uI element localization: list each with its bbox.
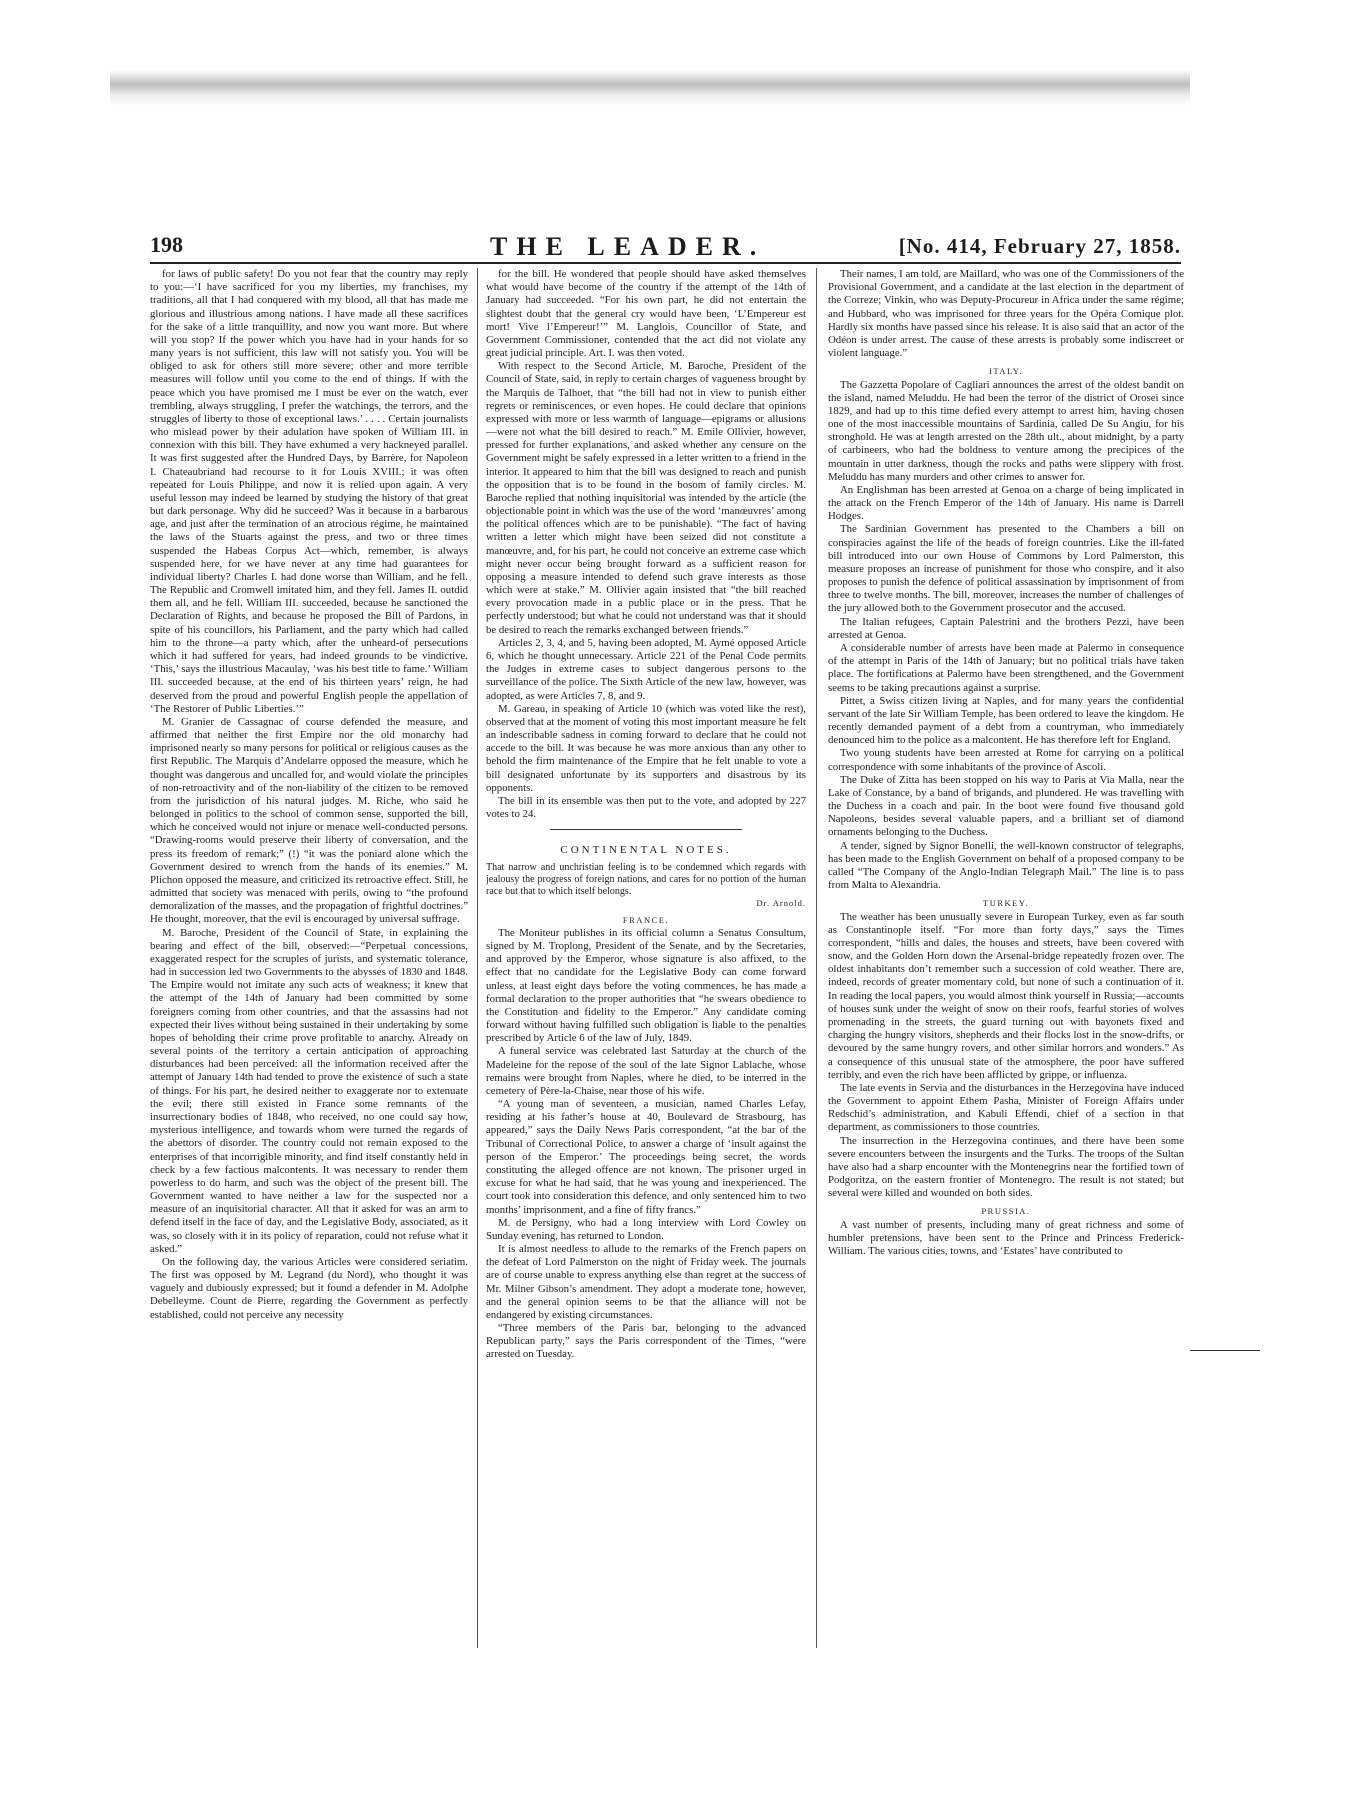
paragraph: A considerable number of arrests have been made at Palermo in consequence of the attempt in Paris of the 14th of January; but no political trials have taken place. The fortifications at Palermo have been strengthened, and the Government seems to be taking precautions against a surprise. — [828, 642, 1184, 694]
page-number: 198 — [150, 232, 183, 257]
masthead-title: THE LEADER. — [490, 232, 766, 261]
column-2 — [486, 268, 806, 1648]
paragraph: The Italian refugees, Captain Palestrini and the brothers Pezzi, have been arrested at Genoa. — [828, 615, 1184, 641]
paragraph: An Englishman has been arrested at Genoa on a charge of being implicated in the attack on the French Emperor of the 14th of January. His name is Darrell Hodges. — [828, 483, 1184, 523]
paragraph: Articles 2, 3, 4, and 5, having been adopted, M. Aymé opposed Article 6, which he thought unnecessary. Article 221 of the Penal Code permits the Judges in extreme cases to subject dangerous persons to the surveillance of the police. The Sixth Article of the new law, however, was adopted, as were Articles 7, 8, and 9. — [486, 636, 806, 702]
paragraph: A tender, signed by Signor Bonelli, the well-known constructor of telegraphs, has been made to the English Government on behalf of a proposed company to be called “The Company of the Anglo-Indian Telegraph Mail.” The line is to pass from Malta to Alexandria. — [828, 839, 1184, 892]
column-3 — [828, 268, 1184, 1648]
column-divider — [477, 268, 478, 1648]
paragraph: for laws of public safety! Do you not fear that the country may reply to you:—‘I have sacrificed for you my liberties, my franchises, my traditions, all that I had conquered with my blood, all that has made me glorious and illustrious among nations. I have made all these sacrifices for the sake of a little tranquillity, and now you want more. But where will you stop? If the power which you have had in your hands for so many years is not sufficient, this law will not satisfy you. You will be obliged to ask for others still more severe; other and more terrible measures will follow until you come to the end of things. If with the peace which you have promised me I must be ever on the watch, ever trembling, always struggling, I prefer the watchings, the terrors, and the struggles of liberty to those of exceptional laws.’ . . . . Certain journalists who mislead power by their adulation have spoken of William III. in connexion with this bill. They have exhumed a very hackneyed parallel. It was first suggested after the Hundred Days, by Barrère, for Napoleon I. Chateaubriand had recourse to it for Louis XVIII.; it was often repeated for Louis Philippe, and now it is relied upon again. A very useful lesson may indeed be learned by studying the history of that great but dark personage. Why did he succeed? Was it because in a barbarous age, and just after the termination of an atrocious régime, he maintained the laws of the Stuarts against the press, and two or three times suspended the Habeas Corpus Act—which, remember, is always suspended here, for we have never at any time had guarantees for individual liberty? Charles I. had done worse than William, and he fell. The Republic and Cromwell imitated him, and they fell. James II. outdid them all, and he fell. William III. succeeded, because he sanctioned the Declaration of Rights, and because he proposed the Bill of Pardons, in spite of his councillors, his Parliament, and the party which had called him to the throne—a party which, after the unheard-of persecutions which it had suffered for years, had indeed grounds to be vindictive. ‘This,’ says the illustrious Macaulay, ‘was his best title to fame.’ William III. succeeded because, at the end of his thirteen years’ reign, he had deserved from the proud and powerful English people the appellation of ‘The Restorer of Public Liberties.’” — [150, 268, 468, 715]
paragraph: M. Granier de Cassagnac of course defended the measure, and affirmed that neither the first Empire nor the old monarchy had imprisoned nearly so many persons for political or religious causes as the first Republic. The Marquis d’Andelarre opposed the measure, which he thought was dangerous and uncalled for, and would violate the principles of non-retroactivity and of the non-liability of the citizen to be removed from the jurisdiction of his natural judges. M. Riche, who said he belonged in politics to the school of common sense, supported the bill, which he conceived would not injure or menace well-conducted persons. “Drawing-rooms would preserve their liberty of conversation, and the press its freedom of remark;” (!) “it was the poniard alone which the Government desired to wrench from the hands of its enemies.” M. Plichon opposed the measure, and criticized its retroactive effect. Still, he admitted that society was menaced with perils, owing to “the profound demoralization of the masses, and the propagation of frightful doctrines.” He thought, moreover, that the evil is encouraged by universal suffrage. — [150, 715, 468, 926]
paragraph: A vast number of presents, including many of great richness and some of humbler pretensions, have been sent to the Prince and Princess Frederick-William. The various cities, towns, and ‘Estates’ have contributed to — [828, 1218, 1184, 1258]
italy-heading: ITALY. — [989, 366, 1023, 377]
paragraph: Pittet, a Swiss citizen living at Naples, and for many years the confidential servant of the late Sir William Temple, has been ordered to leave the kingdom. He recently demanded payment of a debt from a countryman, who immediately denounced him to the police as a malcontent. He has therefore left for England. — [828, 694, 1184, 747]
page-header — [150, 232, 1181, 264]
paragraph: The late events in Servia and the disturbances in the Herzegovina have induced the Government to appoint Ethem Pasha, Minister of Foreign Affairs under Redschid’s administration, and Kabuli Effendi, chief of a section in that department, as commissioners to those countries. — [828, 1081, 1184, 1134]
issue-info: [No. 414, February 27, 1858. — [898, 234, 1181, 258]
paragraph: A funeral service was celebrated last Saturday at the church of the Madeleine for the repose of the soul of the late Signor Lablache, whose remains were brought from Naples, where he died, to be interred in the cemetery of Père-la-Chaise, near those of his wife. — [486, 1045, 806, 1097]
france-heading: FRANCE. — [622, 914, 670, 925]
paragraph: “Three members of the Paris bar, belonging to the advanced Republican party,” says the Paris correspondent of the Times, “were arrested on Tuesday. — [486, 1322, 806, 1361]
paragraph: The Duke of Zitta has been stopped on his way to Paris at Via Malla, near the Lake of Constance, by a band of brigands, and plundered. He was travelling with the Duchess in a coach and pair. In the boot were found five thousand gold Napoleons, besides several valuable papers, and a brilliant set of diamond ornaments belonging to the Duchess. — [828, 773, 1184, 839]
epigraph-attribution: Dr. Arnold. — [756, 898, 806, 909]
paragraph: M. Gareau, in speaking of Article 10 (which was voted like the rest), observed that at the moment of voting this most important measure he felt an indescribable sadness in coming forward to declare that he could not accede to the bill. It was because he was more anxious than any other to behold the firm maintenance of the Empire that he felt unable to vote a bill designated unfortunate by its supporters and disastrous by its opponents. — [486, 702, 806, 794]
paragraph: It is almost needless to allude to the remarks of the French papers on the defeat of Lord Palmerston on the night of Friday week. The journals are of course unable to express anything else than regret at the success of Mr. Milner Gibson’s amendment. They adopt a moderate tone, however, and the general opinion seems to be that the alliance will not be endangered by existing circumstances. — [486, 1243, 806, 1321]
paragraph: The Sardinian Government has presented to the Chambers a bill on conspiracies against the life of the heads of foreign countries. Like the ill-fated bill introduced into our own House of Commons by Lord Palmerston, this measure proposes an increase of punishment for those who conspire, and it also proposes to punish the defence of political assassination by imprisonment of from three to twelve months. The bill, moreover, increases the number of challenges of the jury allowed both to the Government prosecutor and the accused. — [828, 523, 1184, 615]
paragraph: The Gazzetta Popolare of Cagliari announces the arrest of the oldest bandit on the island, named Meluddu. He had been the terror of the district of Orosei since 1829, and had up to this time defied every attempt to arrest him, having chosen one of the most inaccessible mountains of Sardinia, called De Su Angiu, for his stronghold. He was at length arrested on the 28th ult., about midnight, by a party of carbineers, who had the boldness to venture among the precipices of the mountain in utter darkness, though the rocks and paths were slippery with frost. Meluddu has many murders and other crimes to answer for. — [828, 378, 1184, 483]
continental-notes-title: CONTINENTAL NOTES. — [560, 844, 732, 857]
paragraph: Their names, I am told, are Maillard, who was one of the Commissioners of the Provisional Government, and a candidate at the last election in the department of the Correze; Vinkin, who was Deputy-Procureur in Africa under the same régime; and Hubbard, who was imprisoned for three years for the Opéra Comique plot. Hardly six months have passed since his release. It is also said that an actor of the Odéon is under arrest. The cause of these arrests is probably some indiscreet or violent language.” — [828, 268, 1184, 360]
column-1 — [150, 268, 468, 1648]
column-divider — [816, 268, 817, 1648]
paragraph: The weather has been unusually severe in European Turkey, even as far south as Constantinople itself. “For more than forty days,” says the Times correspondent, “hills and dales, the houses and streets, have been covered with snow, and the Golden Horn down the Arsenal-bridge repeatedly frozen over. The oldest inhabitants don’t remember such a succession of cold weather. There are, indeed, records of greater momentary cold, but none of such a continuation of it. In reading the local papers, you would almost think yourself in Russia;—accounts of houses sunk under the weight of snow on their roofs, fearful stories of wolves promenading in the streets, the guard turning out with bayonets fixed and charging the hungry visitors, shepherds and their flocks lost in the snow-drifts, or devoured by the same hungry rovers, and other similar horrors and wonders.” As a consequence of this unusual state of the atmosphere, the poor have suffered terribly, and even the rich have been afflicted by grippe, or influenza. — [828, 910, 1184, 1081]
paragraph: M. de Persigny, who had a long interview with Lord Cowley on Sunday evening, has returned to London. — [486, 1216, 806, 1242]
paragraph: M. Baroche, President of the Council of State, in explaining the bearing and effect of the bill, observed:—“Perpetual concessions, exaggerated respect for the scruples of jurists, and systematic tolerance, had in succession led two Governments to the abysses of 1830 and 1848. The Empire would not imitate any such acts of weakness; it knew that the attempt of the 14th of January had been committed by some foreigners coming from other countries, and that the assassins had not expected their lives without being sustained in their undertaking by some hopes of beholding their crime prove profitable to anarchy. Already on several points of the territory a certain anticipation of approaching disturbances had been perceived: all the information received after the attempt of January 14th had tended to prove the existence of such a state of things. For his part, he desired neither to exaggerate nor to extenuate the evil; there still existed in France some remnants of the insurrectionary bodies of 1848, who received, no one could say how, mysterious intelligence, and towards whom were turned the regards of the abettors of disorder. The country could not remain exposed to the enterprises of that incorrigible minority, and find itself constantly held in check by a few factious malcontents. It was necessary to render them powerless to do harm, and such was the object of the present bill. The Government wanted to have neither a law for the suspected nor a measure of an inquisitorial character. All that it asked for was an arm to defend itself in the face of day, and the Legislative Body, associated, as it was, so closely with it in its policy of reparation, could not refuse what it asked.” — [150, 926, 468, 1255]
paragraph: On the following day, the various Articles were considered seriatim. The first was opposed by M. Legrand (du Nord), who thought it was vaguely and dubiously expressed; but it found a defender in M. Adolphe Debelleyme. Count de Pierre, regarding the Government as perfectly established, could not perceive any necessity — [150, 1255, 468, 1321]
turkey-heading: TURKEY. — [983, 898, 1029, 909]
prussia-heading: PRUSSIA. — [981, 1206, 1031, 1217]
paragraph: The Moniteur publishes in its official column a Senatus Consultum, signed by M. Troplong, President of the Senate, and by the Secretaries, and approved by the Emperor, whose signature is also affixed, to the effect that no candidate for the Legislative Body can come forward unless, at least eight days before the voting commences, he has made a formal declaration to the proper authorities that “he swears obedience to the Constitution and fidelity to the Emperor.” Any candidate coming forward without having fulfilled such obligation is liable to the penalties prescribed by Article 6 of the law of July, 1849. — [486, 926, 806, 1045]
section-rule — [550, 829, 742, 830]
epigraph: That narrow and unchristian feeling is to be condemned which regards with jealousy the progress of foreign nations, and cares for no portion of the human race but that to which itself belongs. — [486, 861, 806, 897]
margin-mark — [1190, 1350, 1260, 1351]
paragraph: “A young man of seventeen, a musician, named Charles Lefay, residing at his father’s house at 40, Boulevard de Strasbourg, has appeared,” says the Daily News Paris correspondent, “at the bar of the Tribunal of Correctional Police, to answer a charge of ‘insult against the person of the Emperor.’ The proceedings being secret, the words constituting the alleged offence are not known. The prisoner urged in excuse for what he had said, that he was young and inexperienced. The court took into consideration this defence, and only sentenced him to two months’ imprisonment, and a fine of fifty francs.” — [486, 1098, 806, 1216]
paragraph: The bill in its ensemble was then put to the vote, and adopted by 227 votes to 24. — [486, 794, 806, 821]
paragraph: for the bill. He wondered that people should have asked themselves what would have become of the country if the attempt of the 14th of January had succeeded. “For his own part, he did not entertain the slightest doubt that the general cry would have been, ‘L’Empereur est mort! Vive l’Empereur!’” M. Langlois, Councillor of State, and Government Commissioner, contended that the act did not violate any great judicial principle. Art. I. was then voted. — [486, 268, 806, 360]
paragraph: Two young students have been arrested at Rome for carrying on a political correspondence with some inhabitants of the province of Ascoli. — [828, 747, 1184, 773]
paragraph: With respect to the Second Article, M. Baroche, President of the Council of State, said, in reply to certain charges of vagueness brought by the Marquis de Talhoet, that “the bill had not in view to punish either regrets or reminiscences, or even hopes. He could declare that opinions expressed with more or less warmth of language—epigrams or allusions—were not what the bill desired to reach.” M. Emile Ollivier, however, pressed for further explanations, and asked whether any censure on the Government might be safely expressed in a letter written to a friend in the interior. It appeared to him that the bill was designed to reach and punish the opposition that is to be found in the bosom of family circles. M. Baroche replied that nothing inquisitorial was intended by the article (the objectionable point in which was the use of the word ‘manœuvres’ among the political offences which are to be punishable). “The fact of having written a letter which might have been seized did not constitute a manœuvre, and, for his part, he could not conceive an extreme case which might never occur being brought forward as a sufficient reason for opposing a measure intended to defend such grave interests as those which were at stake.” M. Ollivier again insisted that “the bill reached every provocation made in a public place or in the press. That he perfectly understood; but what he could not understand was that it should be desired to reach the remarks exchanged between friends.” — [486, 360, 806, 636]
paragraph: The insurrection in the Herzegovina continues, and there have been some severe encounters between the insurgents and the Turks. The troops of the Sultan have also had a sharp encounter with the Montenegrins near the fortified town of Podgoritza, on the eastern frontier of Montenegro. The result is not stated; but several were killed and wounded on both sides. — [828, 1134, 1184, 1200]
scan-artifact — [110, 70, 1190, 106]
